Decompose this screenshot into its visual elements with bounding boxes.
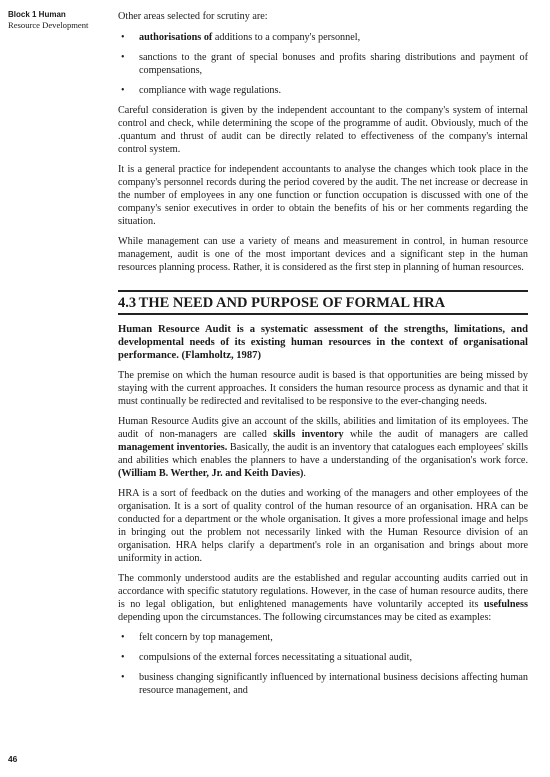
text-run: while the audit of managers are called bbox=[343, 429, 528, 440]
list-item-text: felt concern by top management, bbox=[139, 632, 273, 643]
block-subtitle: Resource Development bbox=[8, 20, 89, 30]
definition-text: Human Resource Audit is a systematic assessment of the strengths, limitations, and developmental needs of its existing human resources in the context of organisational performance. (Flamholtz, 1987) bbox=[118, 324, 528, 361]
page-number: 46 bbox=[8, 754, 18, 764]
list-item-text: compulsions of the external forces necessitating a situational audit, bbox=[139, 652, 413, 663]
citation: (William B. Werther, Jr. and Keith Davies) bbox=[118, 468, 304, 479]
list-item bbox=[118, 631, 528, 644]
list-item-text: sanctions to the grant of special bonuses and profits sharing distributions and payment of compensations, bbox=[139, 52, 528, 76]
paragraph bbox=[118, 415, 528, 480]
term-usefulness: usefulness bbox=[483, 599, 528, 610]
bullet-icon: • bbox=[121, 632, 125, 643]
paragraph bbox=[118, 572, 528, 624]
bullet-icon: • bbox=[121, 672, 125, 683]
page-content bbox=[118, 10, 528, 704]
text-run: depending upon the circumstances. The following circumstances may be cited as examples: bbox=[118, 612, 492, 623]
text-run: Basically, the audit is an inventory that catalogues each employees' skills and abilities which enables the planners to have a understanding of the organisation's work force. bbox=[118, 442, 528, 466]
paragraph: While management can use a variety of means and measurement in control, in human resource management, audit is one of the most important devices and a significant step in the human resources planning process. Rather, it is considered as the first step in planning of human resources. bbox=[118, 236, 528, 273]
text-run: Human Resource Audits give an account of the skills, abilities and limitation of its employees. The audit of non-managers are called bbox=[118, 416, 528, 440]
term-management-inventories: management inventories. bbox=[118, 442, 228, 453]
list-item bbox=[118, 84, 528, 97]
list-item-bold: authorisations of bbox=[139, 32, 213, 43]
bullet-icon: • bbox=[121, 85, 125, 96]
list-item bbox=[118, 671, 528, 697]
text-run: . bbox=[303, 468, 306, 479]
section-heading bbox=[118, 290, 528, 315]
list-item-text: business changing significantly influenced by international business decisions affecting human resource management, and bbox=[139, 672, 528, 696]
text-run: The commonly understood audits are the established and regular accounting audits carried out in accordance with specific statutory regulations. However, in the case of human resource audits, there is no legal obligation, but enlightened managements have voluntarily accepted its bbox=[118, 573, 528, 610]
paragraph: Careful consideration is given by the independent accountant to the company's system of internal control and check, while determining the scope of the programme of audit. Obviously, much of the .quantum and thrust of audit can be directly related to effectiveness of the company's internal control system. bbox=[118, 105, 528, 155]
paragraph: It is a general practice for independent accountants to analyse the changes which took place in the company's personnel records during the period covered by the audit. The net increase or decrease in the number of employees in any one function or function occupation is discussed with one of the company's senior executives in order to obtain the benefits of his or her comments regarding the situation. bbox=[118, 164, 528, 227]
bullet-icon: • bbox=[121, 652, 125, 663]
section-number: 4.3 bbox=[118, 295, 137, 311]
intro-text: Other areas selected for scrutiny are: bbox=[118, 11, 268, 22]
bullet-icon: • bbox=[121, 32, 125, 43]
list-item bbox=[118, 51, 528, 77]
list-item-text: additions to a company's personnel, bbox=[212, 32, 361, 43]
term-skills-inventory: skills inventory bbox=[273, 429, 344, 440]
list-item bbox=[118, 651, 528, 664]
margin-note bbox=[8, 10, 108, 30]
examples-list bbox=[118, 631, 528, 697]
paragraph: HRA is a sort of feedback on the duties and working of the managers and other employees of the organisation. It is a sort of quality control of the human resource of an organisation. HRA can be conducted for a department or the whole organisation. It gives a more professional image and helps in bringing out the problem not necessarily linked with the Human Resource division of an organisation. HRA helps clarify a department's role in an organisation and brings about more uniformity in action. bbox=[118, 488, 528, 564]
section-title: THE NEED AND PURPOSE OF FORMAL HRA bbox=[138, 295, 446, 311]
list-item-text: compliance with wage regulations. bbox=[139, 85, 282, 96]
list-item bbox=[118, 31, 528, 44]
bullet-icon: • bbox=[121, 52, 125, 63]
block-label: Block 1 Human bbox=[8, 10, 66, 19]
paragraph: The premise on which the human resource audit is based is that opportunities are being missed by staying with the current approaches. It considers the human resource process as dynamic and that it must continually be redirected and revitalised to be responsive to the ever-changing needs. bbox=[118, 370, 528, 407]
scrutiny-list bbox=[118, 31, 528, 97]
